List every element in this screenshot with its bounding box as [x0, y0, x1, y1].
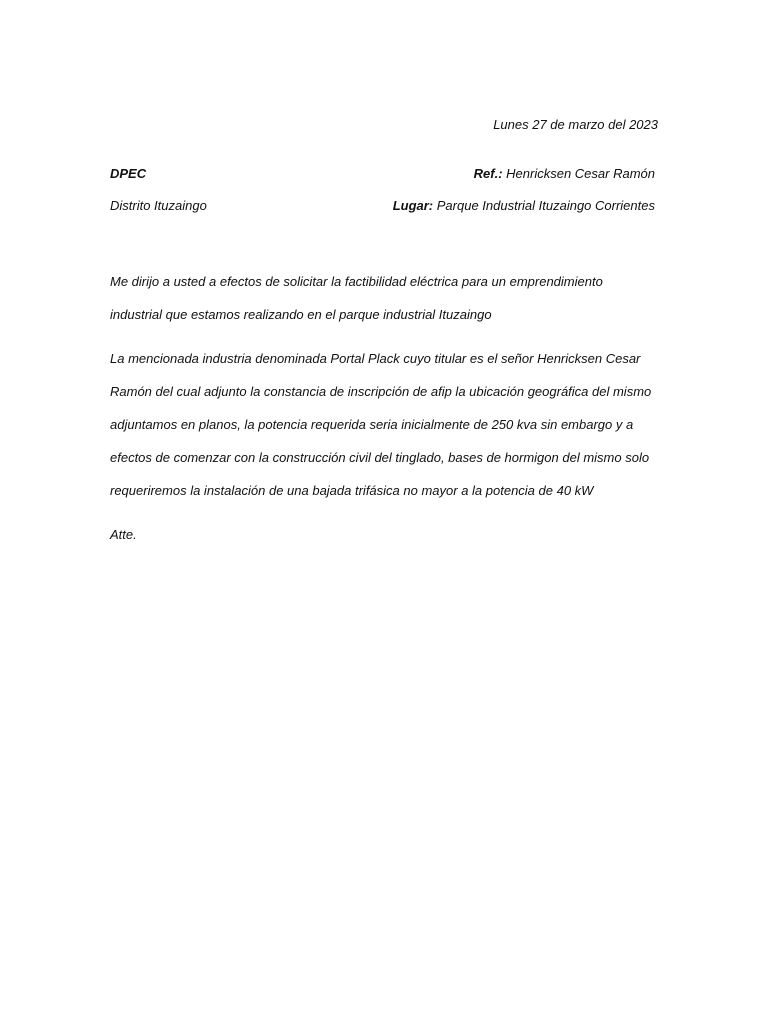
reference-value: Henricksen Cesar Ramón [502, 166, 655, 181]
paragraph-line: industrial que estamos realizando en el parque industrial Ituzaingo [110, 307, 492, 322]
location-value: Parque Industrial Ituzaingo Corrientes [433, 198, 655, 213]
reference-line [474, 166, 655, 181]
recipient-name: DPEC [110, 166, 147, 181]
recipient-district: Distrito Ituzaingo [110, 198, 207, 213]
location-line [393, 198, 655, 213]
paragraph-request [110, 265, 658, 331]
paragraph-line: La mencionada industria denominada Portal Plack cuyo titular es el señor Henricksen Cesar [110, 351, 641, 366]
paragraph-line: adjuntamos en planos, la potencia requerida seria inicialmente de 250 kva sin embargo y a [110, 417, 634, 432]
letter-date: Lunes 27 de marzo del 2023 [493, 117, 658, 132]
closing-salutation: Atte. [110, 527, 137, 542]
paragraph-line: efectos de comenzar con la construcción civil del tinglado, bases de hormigon del mismo solo [110, 450, 650, 465]
paragraph-details [110, 342, 658, 507]
reference-label: Ref.: [473, 166, 503, 181]
paragraph-line: Me dirijo a usted a efectos de solicitar la factibilidad eléctrica para un emprendimiento [110, 274, 603, 289]
paragraph-line: requeriremos la instalación de una bajada trifásica no mayor a la potencia de 40 kW [110, 483, 594, 498]
location-label: Lugar: [392, 198, 434, 213]
paragraph-line: Ramón del cual adjunto la constancia de inscripción de afip la ubicación geográfica del mismo [110, 384, 652, 399]
